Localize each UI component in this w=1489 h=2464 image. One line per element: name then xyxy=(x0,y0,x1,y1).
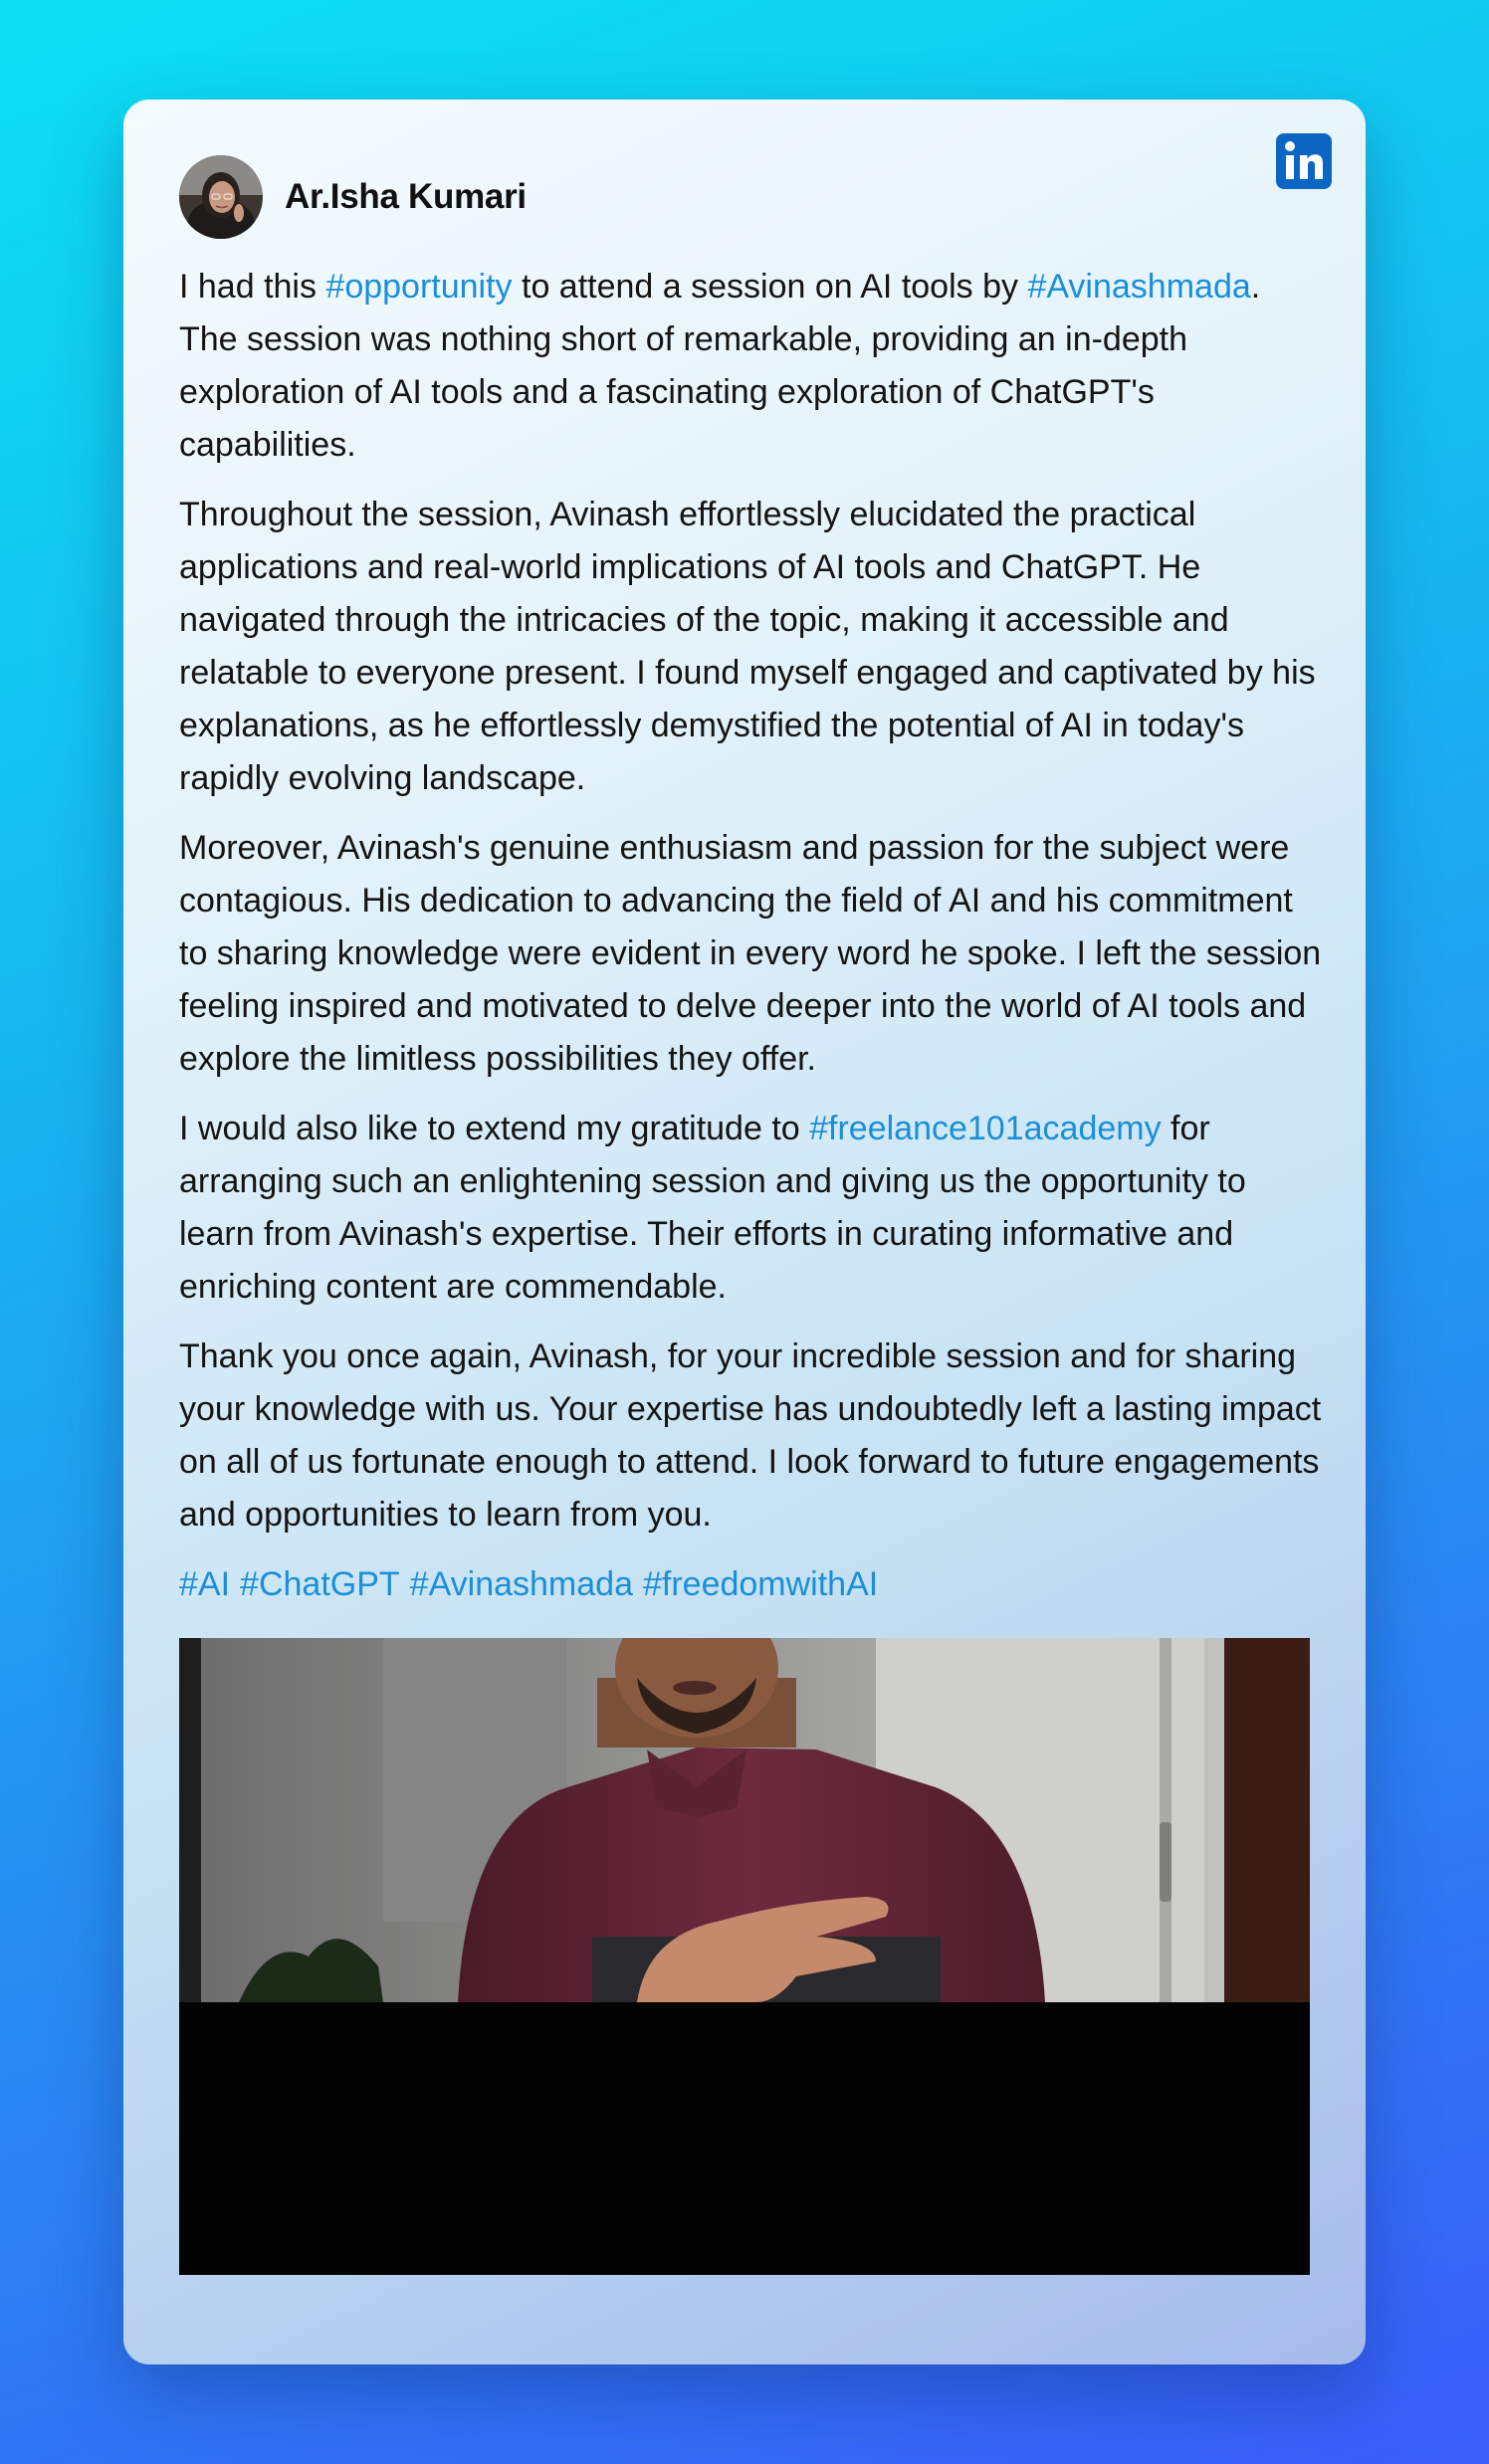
paragraph-text: I had this xyxy=(179,268,326,306)
linkedin-icon[interactable] xyxy=(1276,133,1332,189)
paragraph-text: for arranging such an enlightening session and giving us the opportunity to learn from Avinash's expertise. Their efforts in curating informative and enriching content are commendable. xyxy=(179,1110,1246,1306)
avatar-image xyxy=(179,155,263,239)
paragraph-text: I would also like to extend my gratitude to xyxy=(179,1110,810,1147)
post-paragraph-5: Thank you once again, Avinash, for your incredible session and for sharing your knowledge with us. Your expertise has undoubtedly left a lasting impact on all of us fortunate enough to attend. I look forward to future engagements and opportunities to learn from you. xyxy=(179,1337,1322,1534)
hashtag-link[interactable]: #ChatGPT xyxy=(240,1565,400,1603)
hashtag-link[interactable]: #freedomwithAI xyxy=(642,1565,879,1603)
author-name[interactable]: Ar.Isha Kumari xyxy=(285,177,527,216)
video-frame xyxy=(179,1638,1310,2002)
hashtag-link[interactable]: #freelance101academy xyxy=(809,1110,1162,1147)
hashtag-link[interactable]: #opportunity xyxy=(325,268,513,306)
post-paragraph-2: Throughout the session, Avinash effortlessly elucidated the practical applications and real-world implications of AI tools and ChatGPT. He navigated through the intricacies of the topic, making it accessible and relatable to everyone present. I found myself engaged and captivated by his explanations, as he effortlessly demystified the potential of AI in today's rapidly evolving landscape. xyxy=(179,496,1316,797)
hashtag-link[interactable]: #Avinashmada xyxy=(1027,268,1251,306)
hashtag-link[interactable]: #Avinashmada xyxy=(409,1565,633,1603)
hashtag-link[interactable]: #AI xyxy=(179,1565,231,1603)
paragraph-text: . The session was nothing short of remarkable, providing an in-depth exploration of AI tools and a fascinating exploration of ChatGPT's capabilities. xyxy=(179,268,1261,464)
avatar[interactable] xyxy=(179,155,263,239)
video-player[interactable] xyxy=(179,1638,1310,2275)
post-header xyxy=(179,155,527,239)
post-card xyxy=(123,100,1366,2364)
post-text xyxy=(179,261,1324,1628)
post-paragraph-3: Moreover, Avinash's genuine enthusiasm and passion for the subject were contagious. His dedication to advancing the field of AI and his commitment to sharing knowledge were evident in every word he spoke. I left the session feeling inspired and motivated to delve deeper into the world of AI tools and explore the limitless possibilities they offer. xyxy=(179,829,1322,1078)
paragraph-text: to attend a session on AI tools by xyxy=(512,268,1028,306)
post-paragraph-1 xyxy=(179,261,1324,472)
hashtag-list xyxy=(179,1558,1324,1611)
post-paragraph-4 xyxy=(179,1103,1324,1314)
